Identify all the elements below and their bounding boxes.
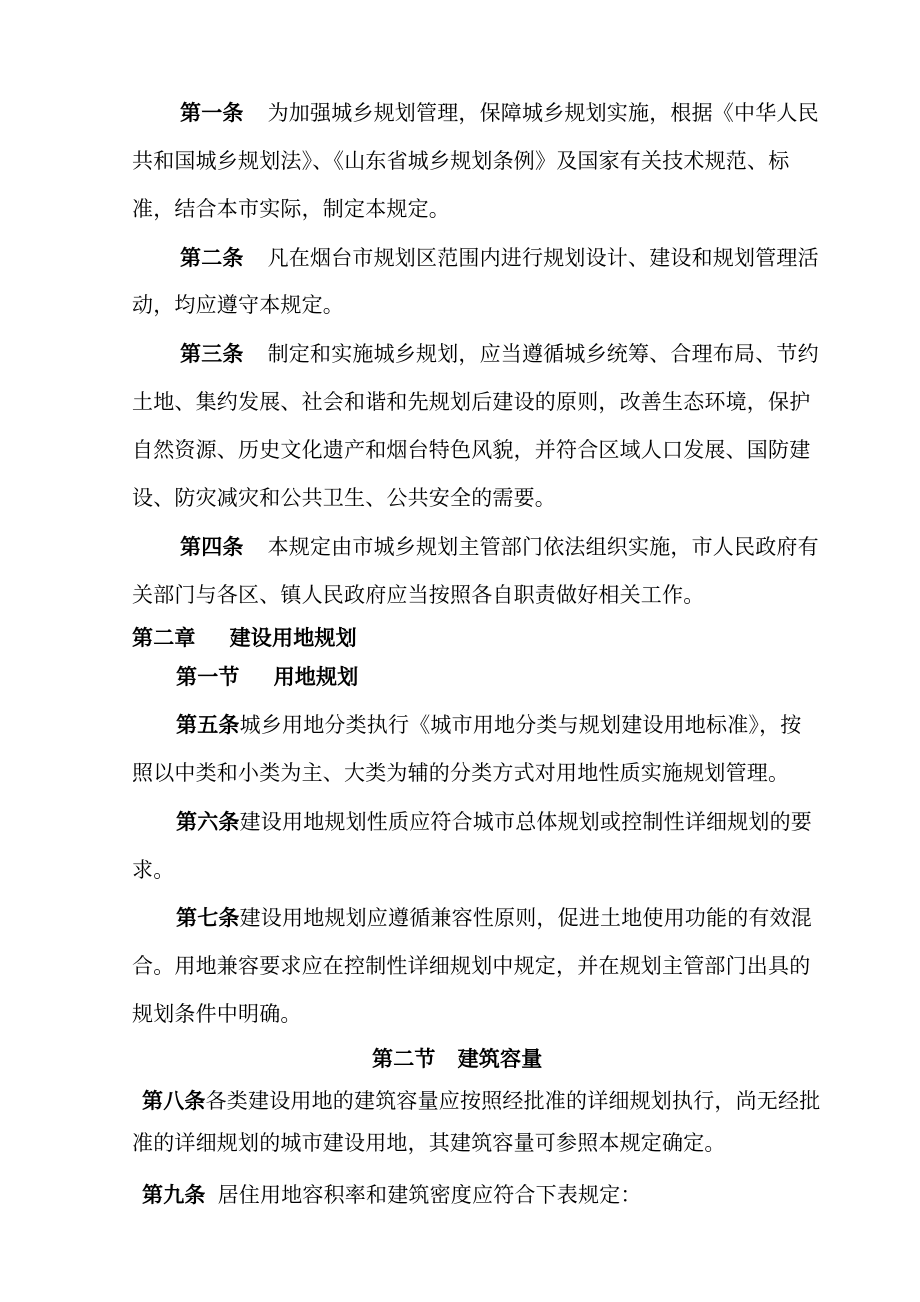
article-6-line-1: 第六条建设用地规划性质应符合城市总体规划或控制性详细规划的要 [176,810,813,834]
article-6-line-2: 求。 [132,858,175,882]
article-8-number: 第八条 [142,1089,206,1113]
article-8-line-1: 第八条各类建设用地的建筑容量应按照经批准的详细规划执行，尚无经批 [142,1089,821,1113]
section-1-heading: 第一节 用地规划 [176,665,359,689]
article-1-line-3: 准，结合本市实际，制定本规定。 [132,197,450,221]
article-7-line-1: 第七条建设用地规划应遵循兼容性原则，促进土地使用功能的有效混 [176,906,813,930]
article-3-line-1: 第三条 制定和实施城乡规划，应当遵循城乡统筹、合理布局、节约 [180,342,819,366]
article-3-line-2: 土地、集约发展、社会和谐和先规划后建设的原则，改善生态环境，保护 [132,390,811,414]
chapter-2-heading: 第二章 建设用地规划 [132,626,357,650]
article-2-number: 第二条 [180,246,244,270]
article-4-line-2: 关部门与各区、镇人民政府应当按照各自职责做好相关工作。 [132,583,705,607]
article-5-line-1: 第五条城乡用地分类执行《城市用地分类与规划建设用地标准》，按 [176,713,802,737]
article-1-number: 第一条 [180,101,244,125]
article-7-line-2: 合。用地兼容要求应在控制性详细规划中规定，并在规划主管部门出具的 [132,954,811,978]
article-6-number: 第六条 [176,810,240,834]
article-4-line-1: 第四条 本规定由市城乡规划主管部门依法组织实施，市人民政府有 [180,535,819,559]
article-7-line-3: 规划条件中明确。 [132,1002,302,1026]
section-2-heading: 第二节 建筑容量 [372,1047,543,1071]
article-2-line-1: 第二条 凡在烟台市规划区范围内进行规划设计、建设和规划管理活 [180,246,819,270]
article-8-line-2: 准的详细规划的城市建设用地，其建筑容量可参照本规定确定。 [132,1131,726,1155]
article-5-number: 第五条 [176,713,240,737]
article-5-line-2: 照以中类和小类为主、大类为辅的分类方式对用地性质实施规划管理。 [132,761,790,785]
article-3-line-4: 设、防灾减灾和公共卫生、公共安全的需要。 [132,486,556,510]
article-3-number: 第三条 [180,342,244,366]
article-1-line-2: 共和国城乡规划法》、《山东省城乡规划条例》及国家有关技术规范、标 [132,149,790,173]
article-3-line-3: 自然资源、历史文化遗产和烟台特色风貌，并符合区域人口发展、国防建 [132,438,811,462]
article-2-line-2: 动，均应遵守本规定。 [132,293,344,317]
article-9-line-1: 第九条 居住用地容积率和建筑密度应符合下表规定： [142,1183,642,1207]
article-1-line-1: 第一条 为加强城乡规划管理，保障城乡规划实施，根据《中华人民 [180,101,819,125]
article-9-number: 第九条 [142,1183,206,1207]
article-4-number: 第四条 [180,535,244,559]
article-7-number: 第七条 [176,906,240,930]
